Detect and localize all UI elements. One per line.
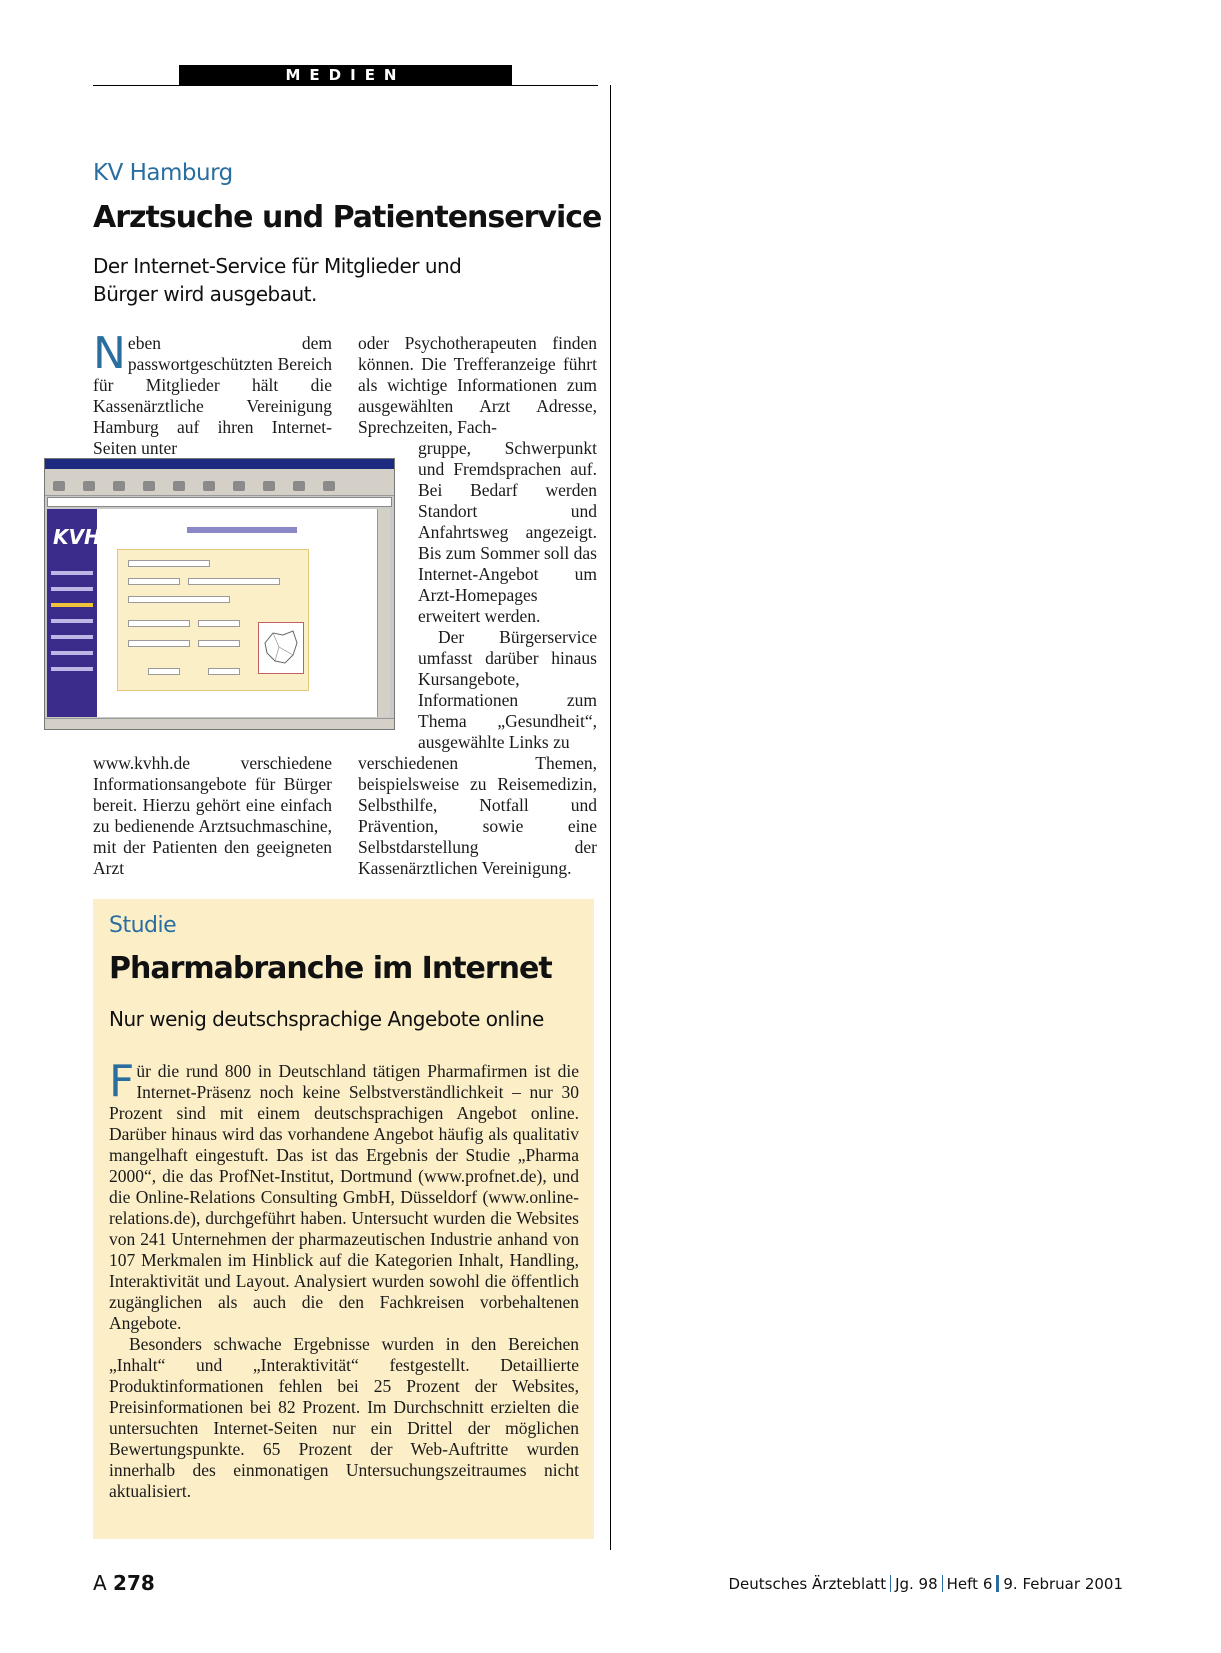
hamburg-map xyxy=(258,622,304,674)
sidebar-nav-item xyxy=(51,603,93,607)
article2-para1 xyxy=(109,1056,579,1334)
article1-col1-top-text: eben dem passwortgeschützten Bereich für Mitglieder hält die Kassenärztliche Vereinigung Hamburg auf ihren Internet-Seiten unter xyxy=(93,333,332,458)
page-number-value: 278 xyxy=(113,1571,155,1595)
article2-deck: Nur wenig deutschsprachige Angebote online xyxy=(109,1007,544,1031)
article1-kicker: KV Hamburg xyxy=(93,160,233,186)
map-outline xyxy=(259,623,303,673)
sidebar-nav-item xyxy=(51,635,93,639)
toolbar-icon xyxy=(323,481,335,491)
article1-col1-top xyxy=(93,328,332,459)
form-field xyxy=(128,640,190,647)
article1-col2-top: oder Psychotherapeuten finden können. Die Trefferanzeige führt als wichtige Informationen zum ausgewählten Arzt Adresse, Sprechzeiten, Fach- xyxy=(358,333,597,437)
footer-separator xyxy=(942,1575,943,1592)
journal-name: Deutsches Ärzteblatt xyxy=(728,1575,887,1593)
article1-deck-line1: Der Internet-Service für Mitglieder und xyxy=(93,254,462,278)
article1-headline: Arztsuche und Patientenservice xyxy=(93,200,602,235)
sidebar-nav-item xyxy=(51,651,93,655)
form-button xyxy=(208,668,240,675)
form-field xyxy=(128,596,230,603)
page-number xyxy=(93,1571,155,1595)
toolbar-icon xyxy=(83,481,95,491)
footer-separator xyxy=(890,1575,891,1592)
toolbar-icon xyxy=(293,481,305,491)
journal-volume: Jg. 98 xyxy=(895,1575,938,1593)
article1-dropcap: N xyxy=(93,328,126,379)
sidebar-nav-item xyxy=(51,571,93,575)
form-field xyxy=(198,640,240,647)
toolbar-icon xyxy=(173,481,185,491)
page-prefix: A xyxy=(93,1571,107,1595)
toolbar-icon xyxy=(113,481,125,491)
article2-dropcap: F xyxy=(109,1056,135,1107)
toolbar-icon xyxy=(233,481,245,491)
toolbar-icon xyxy=(143,481,155,491)
article2-headline: Pharmabranche im Internet xyxy=(109,951,552,986)
form-field xyxy=(188,578,280,585)
article2-para1-text: ür die rund 800 in Deutschland tätigen Pharmafirmen ist die Internet-Präsenz noch keine Selbstverständlichkeit – nur 30 Prozent sind mit einem deutschsprachigen Angebot online. Darüber hinaus wird das vorhandene Angebot häufig als qualitativ mangelhaft eingestuft. Das ist das Ergebnis der Studie „Pharma 2000“, die das ProfNet-Institut, Dortmund (www.profnet.de), und die Online-Relations Consulting GmbH, Düsseldorf (www.online-relations.de), durchgeführt haben. Untersucht wurden die Websites von 241 Unternehmen der pharmazeutischen Industrie anhand von 107 Merkmalen im Hinblick auf die Kategorien Inhalt, Handling, Interaktivität und Layout. Analysiert wurden sowohl die öffentlich zugänglichen als auch die den Fachkreisen vorbehaltenen Angebote. xyxy=(109,1061,579,1333)
browser-addressbar xyxy=(47,497,392,507)
article1-deck-line2: Bürger wird ausgebaut. xyxy=(93,282,317,306)
column-rule xyxy=(610,85,611,1550)
article2-body xyxy=(109,1056,579,1502)
kvh-logo: KVH xyxy=(53,525,101,549)
form-field xyxy=(198,620,240,627)
article1-col2-bottom: verschiedenen Themen, beispielsweise zu Reisemedizin, Selbsthilfe, Notfall und Prävention, sowie eine Selbstdarstellung der Kassenärztlichen Vereinigung. xyxy=(358,753,597,878)
study-box xyxy=(93,899,594,1539)
form-button xyxy=(148,668,180,675)
search-form xyxy=(117,549,309,691)
website-screenshot xyxy=(44,458,395,730)
form-field xyxy=(128,620,190,627)
website-topnav xyxy=(187,527,297,533)
browser-statusbar xyxy=(45,718,394,729)
section-label: MEDIEN xyxy=(179,65,512,86)
article2-para2: Besonders schwache Ergebnisse wurden in den Bereichen „Inhalt“ und „Interaktivität“ festgestellt. Detaillierte Produktinformationen fehlen bei 25 Prozent der Websites, Preisinformationen bei 82 Prozent. Im Durchschnitt erzielten die untersuchten Internet-Seiten nur ein Drittel der möglichen Bewertungspunkte. 65 Prozent der Web-Auftritte wurden innerhalb des einmonatigen Untersuchungszeitraumes nicht aktualisiert. xyxy=(109,1334,579,1501)
sidebar-nav-item xyxy=(51,667,93,671)
footer-citation xyxy=(728,1575,1123,1593)
journal-date: 9. Februar 2001 xyxy=(1003,1575,1123,1593)
article2-kicker: Studie xyxy=(109,913,177,938)
footer-separator xyxy=(996,1575,999,1592)
website-page xyxy=(47,509,377,717)
sidebar-nav-item xyxy=(51,619,93,623)
browser-toolbar xyxy=(45,477,394,496)
form-field xyxy=(128,578,180,585)
website-sidebar xyxy=(47,509,101,717)
article1-deck xyxy=(93,252,461,308)
form-field xyxy=(128,560,210,567)
article1-col1-bottom: www.kvhh.de verschiedene Informationsangebote für Bürger bereit. Hierzu gehört eine einfach zu bedienende Arztsuchmaschine, mit der Patienten den geeigneten Arzt xyxy=(93,753,332,878)
toolbar-icon xyxy=(53,481,65,491)
browser-scrollbar xyxy=(377,509,390,717)
article1-col2-para1: gruppe, Schwerpunkt und Fremdsprachen auf. Bei Bedarf werden Standort und Anfahrtsweg angezeigt. Bis zum Sommer soll das Internet-Angebot um Arzt-Homepages erweitert werden. xyxy=(418,438,597,626)
article1-col2-wrap xyxy=(418,438,597,753)
browser-menubar xyxy=(45,469,394,477)
article1-col2-para2: Der Bürgerservice umfasst darüber hinaus Kursangebote, Informationen zum Thema „Gesundheit“, ausgewählte Links zu xyxy=(418,627,597,752)
toolbar-icon xyxy=(203,481,215,491)
header-rule xyxy=(93,85,598,86)
sidebar-nav-item xyxy=(51,587,93,591)
browser-titlebar xyxy=(45,459,394,469)
journal-issue: Heft 6 xyxy=(946,1575,993,1593)
toolbar-icon xyxy=(263,481,275,491)
